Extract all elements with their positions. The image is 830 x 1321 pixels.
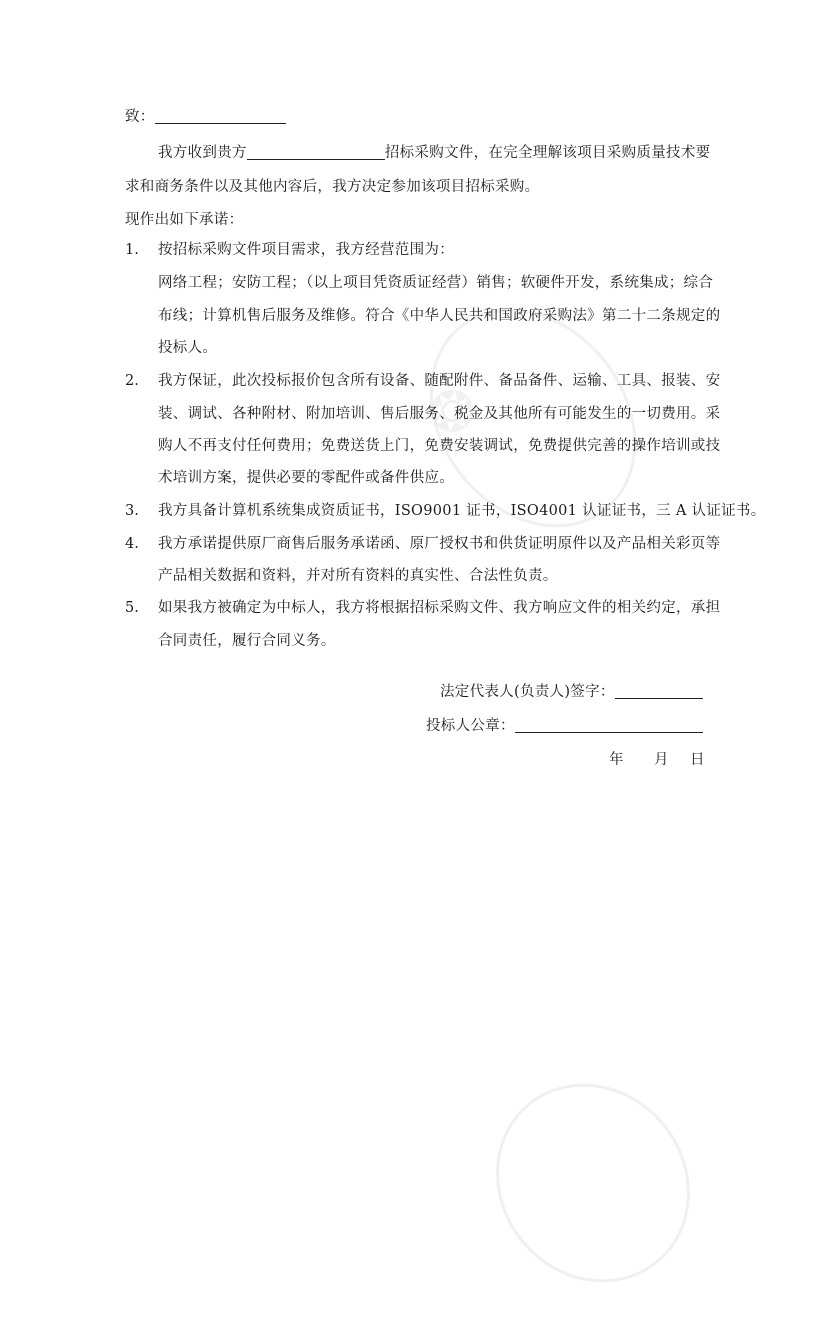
bidder-seal-line (426, 716, 703, 736)
item-1-line-4: 投标人。 (158, 340, 218, 356)
addressee-label: 致： (125, 109, 155, 125)
item-4-line-1: 我方承诺提供原厂商售后服务承诺函、原厂授权书和供货证明原件以及产品相关彩页等 (158, 536, 721, 552)
intro-text-b: 招标采购文件，在完全理解该项目采购质量技术要 (384, 145, 711, 161)
item-2-line-4: 术培训方案，提供必要的零配件或备件供应。 (158, 470, 454, 486)
item-5-number: 5. (125, 600, 139, 616)
item-5-line-2: 合同责任，履行合同义务。 (158, 633, 336, 649)
watermark-mark: ❂ (414, 372, 492, 453)
intro-text-a: 我方收到贵方 (158, 145, 247, 161)
date-day: 日 (690, 752, 705, 768)
item-2-line-2: 装、调试、各种附材、附加培训、售后服务、税金及其他所有可能发生的一切费用。采 (158, 406, 721, 422)
watermark-ring-bottom (456, 1045, 729, 1321)
date-year: 年 (609, 752, 624, 768)
date-month: 月 (654, 752, 669, 768)
intro-line-1 (158, 143, 710, 163)
item-1-number: 1. (125, 242, 139, 258)
item-1-line-3: 布线；计算机售后服务及维修。符合《中华人民共和国政府采购法》第二十二条规定的 (158, 308, 721, 324)
item-5-line-1: 如果我方被确定为中标人，我方将根据招标采购文件、我方响应文件的相关约定，承担 (158, 600, 721, 616)
bidder-seal-blank (515, 716, 703, 733)
item-1-line-1: 按招标采购文件项目需求，我方经营范围为： (158, 242, 454, 258)
representative-signature-label: 法定代表人(负责人)签字： (440, 684, 615, 700)
intro-line-3: 现作出如下承诺： (125, 212, 244, 228)
item-4-number: 4. (125, 536, 139, 552)
tender-party-blank (247, 143, 385, 160)
addressee-line (125, 107, 286, 127)
intro-line-2: 求和商务条件以及其他内容后，我方决定参加该项目招标采购。 (125, 179, 540, 195)
bidder-seal-label: 投标人公章： (426, 718, 515, 734)
representative-signature-blank (615, 682, 703, 699)
item-4-line-2: 产品相关数据和资料，并对所有资料的真实性、合法性负责。 (158, 568, 558, 584)
addressee-blank (155, 107, 286, 124)
item-2-line-1: 我方保证，此次投标报价包含所有设备、随配附件、备品备件、运输、工具、报装、安 (158, 373, 721, 389)
item-3-line-1: 我方具备计算机系统集成资质证书，ISO9001 证书，ISO4001 认证证书，三 A 认证证书。 (158, 503, 766, 519)
representative-signature-line (440, 682, 703, 702)
item-2-line-3: 购人不再支付任何费用；免费送货上门，免费安装调试，免费提供完善的操作培训或技 (158, 438, 721, 454)
item-1-line-2: 网络工程；安防工程；（以上项目凭资质证经营）销售；软硬件开发，系统集成；综合 (158, 275, 714, 291)
item-2-number: 2. (125, 373, 139, 389)
item-3-number: 3. (125, 503, 139, 519)
